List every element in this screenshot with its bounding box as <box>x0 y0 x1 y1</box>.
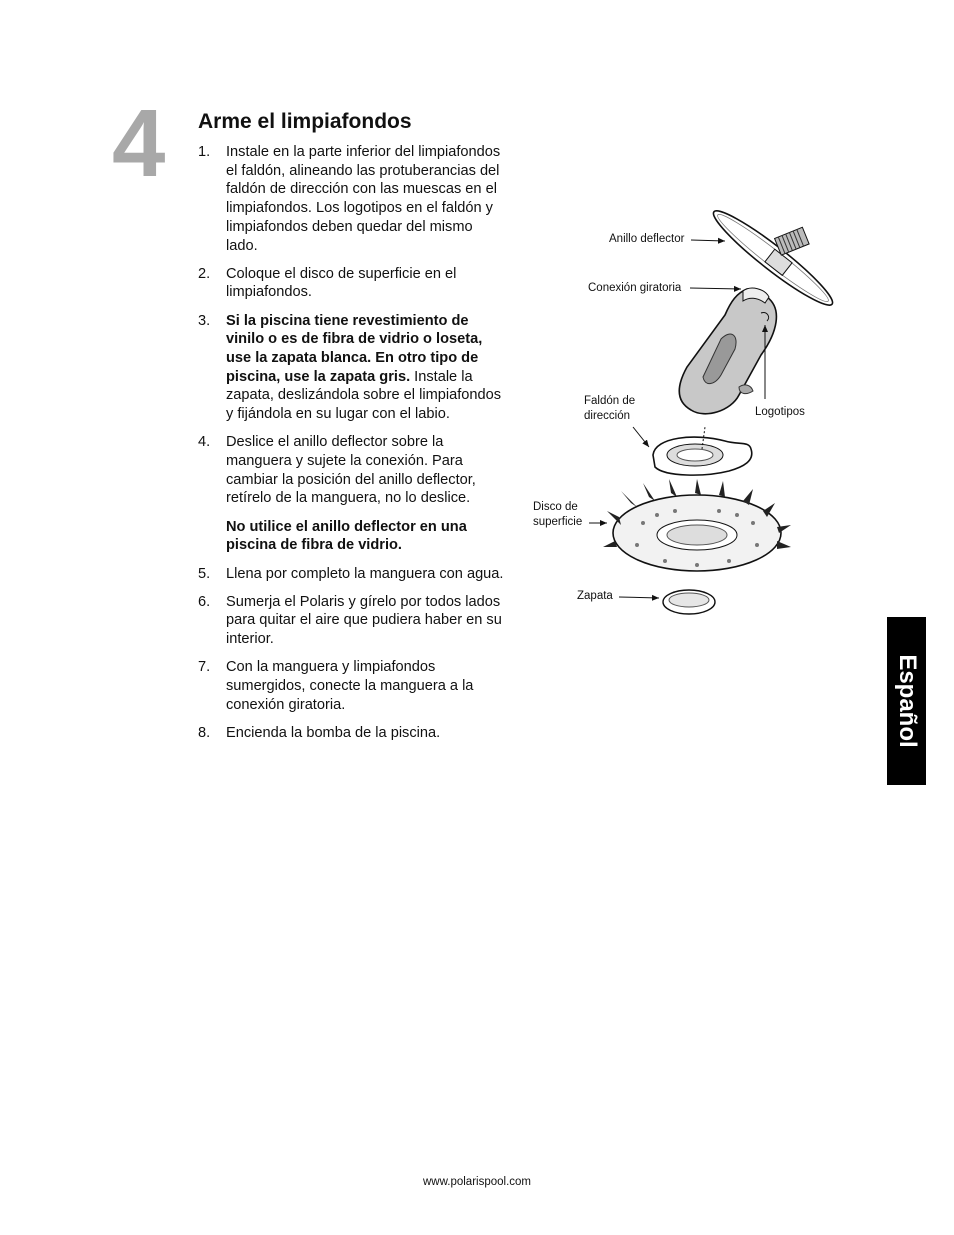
item-number: 1. <box>198 144 211 160</box>
label-disco-superficie <box>533 500 582 530</box>
item-text: Instale la zapata, deslizándola sobre el limpiafondos y fijándola en su lugar con el labio. <box>226 368 502 423</box>
item-text: Sumerja el Polaris y gírelo por todos lados para quitar el aire que pudiera haber en su interior. <box>226 593 502 648</box>
label-anillo-deflector: Anillo deflector <box>609 233 685 245</box>
deflector-ring <box>707 205 840 314</box>
item-text: Deslice el anillo deflector sobre la manguera y sujete la conexión. Para cambiar la posición del anillo deflector, retírelo de la manguera, no lo deslice. <box>226 434 476 507</box>
warning-note: No utilice el anillo deflector en una piscina de fibra de vidrio. <box>226 518 467 554</box>
surface-disc <box>603 479 791 571</box>
label-faldon-direccion <box>584 394 635 424</box>
label-line: dirección <box>584 410 631 422</box>
label-logotipos: Logotipos <box>755 406 805 418</box>
item-text: Encienda la bomba de la piscina. <box>226 724 441 741</box>
list-item <box>198 312 508 424</box>
item-text: Con la manguera y limpiafondos sumergidos, conecte la manguera a la conexión giratoria. <box>226 659 474 713</box>
language-tab-label: Español <box>893 654 921 748</box>
list-item <box>198 265 508 302</box>
label-line: Disco de <box>533 501 578 513</box>
list-item <box>198 724 508 743</box>
list-item <box>198 658 508 714</box>
item-number: 4. <box>198 434 211 451</box>
item-number: 5. <box>198 565 211 582</box>
steering-skirt <box>653 427 752 475</box>
label-zapata: Zapata <box>577 590 613 602</box>
item-text: Coloque el disco de superficie en el limpiafondos. <box>226 265 457 301</box>
item-number: 8. <box>198 724 211 741</box>
section-title: Arme el limpiafondos <box>198 110 412 133</box>
list-item <box>198 593 508 649</box>
item-bold-text: Si la piscina tiene revestimiento de vinilo o es de fibra de vidrio o loseta, use la zapata blanca. En otro tipo de piscina, use la zapata gris. <box>226 312 483 385</box>
zapata-shoe <box>663 590 715 614</box>
list-item <box>198 565 508 584</box>
item-number: 7. <box>198 659 211 676</box>
label-conexion-giratoria: Conexión giratoria <box>588 282 682 294</box>
item-number: 2. <box>198 265 211 282</box>
footer-url: www.polarispool.com <box>422 1176 531 1188</box>
item-number: 6. <box>198 593 211 610</box>
list-item <box>198 433 508 508</box>
instruction-list <box>198 143 508 752</box>
item-text: Llena por completo la manguera con agua. <box>226 565 504 582</box>
label-line: Faldón de <box>584 395 636 407</box>
assembly-illustration <box>525 205 845 635</box>
step-number: 4 <box>112 90 166 197</box>
item-number: 3. <box>198 312 211 329</box>
assembly-diagram <box>525 205 845 635</box>
item-text: Instale en la parte inferior del limpiafondos el faldón, alineando las protuberancias del faldón de dirección con las muescas en el limpiafondos. Los logotipos en el faldón y limpiafondos deben quedar del mismo lado. <box>226 144 501 254</box>
language-tab <box>887 617 926 785</box>
cleaner-body <box>679 288 776 414</box>
label-line: superficie <box>533 516 583 528</box>
list-item <box>198 143 508 255</box>
